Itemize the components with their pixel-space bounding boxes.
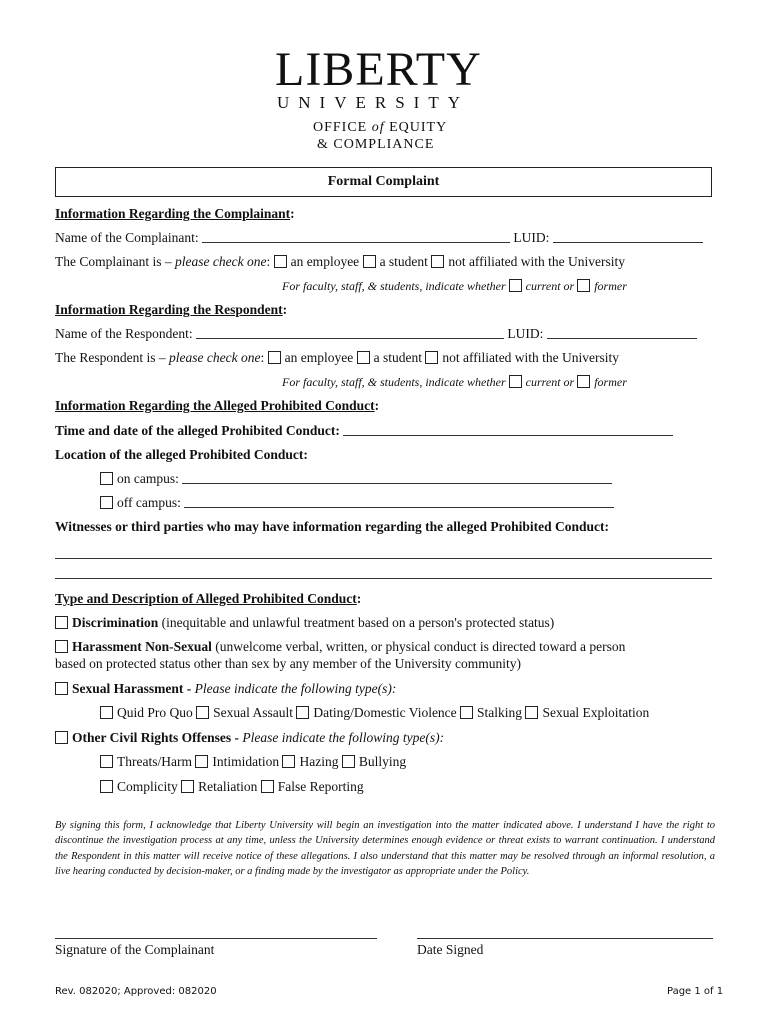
complainant-luid-field[interactable]	[553, 230, 703, 243]
sexual-harassment-row: Sexual Harassment - Please indicate the following type(s):	[55, 681, 396, 697]
logo-compliance: & COMPLIANCE	[317, 137, 435, 152]
intimidation-checkbox[interactable]	[195, 755, 208, 768]
respondent-name-label: Name of the Respondent:	[55, 326, 193, 341]
logo-university: UNIVERSITY	[277, 93, 469, 112]
threats-checkbox[interactable]	[100, 755, 113, 768]
sexual-harassment-options: Quid Pro Quo Sexual Assault Dating/Domestic Violence Stalking Sexual Exploitation	[100, 705, 649, 721]
complainant-status-row: The Complainant is – please check one: an employee a student not affiliated with the University	[55, 254, 626, 269]
respondent-sub-row: For faculty, staff, & students, indicate whether current or former	[282, 375, 627, 389]
complainant-luid-label: LUID:	[513, 230, 550, 245]
respondent-heading: Information Regarding the Respondent:	[55, 302, 288, 317]
time-date-row: Time and date of the alleged Prohibited Conduct:	[55, 423, 673, 439]
off-campus-field[interactable]	[184, 495, 614, 508]
respondent-name-field[interactable]	[196, 326, 504, 339]
on-campus-checkbox[interactable]	[100, 472, 113, 485]
harassment-row: Harassment Non-Sexual (unwelcome verbal, written, or physical conduct is directed toward a person	[55, 639, 625, 655]
harassment-desc-2: based on protected status other than sex by any member of the University community)	[55, 656, 522, 671]
revision-text: Rev. 082020; Approved: 082020	[55, 986, 217, 997]
types-heading: Type and Description of Alleged Prohibited Conduct:	[55, 591, 362, 606]
discrimination-row: Discrimination (inequitable and unlawful treatment based on a person's protected status)	[55, 615, 554, 631]
acknowledgment-paragraph: By signing this form, I acknowledge that Liberty University will begin an investigation into the matter indicated above. I understand I have the right to discontinue the investigation process at any time, unless the University determines enough evidence or threat exists to warrant continuation. I understand the Respondent in this matter will receive notice of these allegations. I also understand that this matter may be resolved through an informal resolution, a live hearing conducted by decision-maker, or a finding made by the investigator as appropriate under the Policy.	[55, 820, 715, 877]
respondent-luid-label: LUID:	[507, 326, 544, 341]
logo-office: OFFICE of EQUITY	[313, 120, 448, 135]
stalking-checkbox[interactable]	[460, 706, 473, 719]
false-reporting-checkbox[interactable]	[261, 780, 274, 793]
respondent-student-checkbox[interactable]	[357, 351, 370, 364]
on-campus-row: on campus:	[100, 471, 612, 487]
respondent-current-checkbox[interactable]	[509, 375, 522, 388]
respondent-name-row	[55, 326, 697, 342]
harassment-checkbox[interactable]	[55, 640, 68, 653]
signature-field[interactable]	[55, 926, 377, 939]
witnesses-label: Witnesses or third parties who may have information regarding the alleged Prohibited Conduct:	[55, 519, 610, 534]
respondent-not-affiliated-checkbox[interactable]	[425, 351, 438, 364]
other-options-row-1: Threats/Harm Intimidation Hazing Bullying	[100, 754, 406, 770]
date-field[interactable]	[417, 926, 713, 939]
complainant-not-affiliated-checkbox[interactable]	[431, 255, 444, 268]
complainant-sub-row: For faculty, staff, & students, indicate whether current or former	[282, 279, 627, 293]
discrimination-checkbox[interactable]	[55, 616, 68, 629]
complicity-checkbox[interactable]	[100, 780, 113, 793]
bullying-checkbox[interactable]	[342, 755, 355, 768]
time-date-field[interactable]	[343, 423, 673, 436]
witnesses-line-1[interactable]	[55, 546, 712, 559]
other-offenses-checkbox[interactable]	[55, 731, 68, 744]
off-campus-row: off campus:	[100, 495, 614, 511]
signature-label: Signature of the Complainant	[55, 942, 215, 957]
complainant-student-checkbox[interactable]	[363, 255, 376, 268]
witnesses-line-2[interactable]	[55, 566, 712, 579]
conduct-heading: Information Regarding the Alleged Prohibited Conduct:	[55, 398, 380, 413]
respondent-luid-field[interactable]	[547, 326, 697, 339]
sexual-harassment-checkbox[interactable]	[55, 682, 68, 695]
respondent-former-checkbox[interactable]	[577, 375, 590, 388]
complainant-former-checkbox[interactable]	[577, 279, 590, 292]
respondent-status-row: The Respondent is – please check one: an employee a student not affiliated with the University	[55, 350, 620, 365]
dating-violence-checkbox[interactable]	[296, 706, 309, 719]
logo-liberty: LIBERTY	[275, 43, 482, 96]
complainant-name-field[interactable]	[202, 230, 510, 243]
complainant-employee-checkbox[interactable]	[274, 255, 287, 268]
complainant-name-row	[55, 230, 703, 246]
form-title: Formal Complaint	[55, 167, 712, 197]
retaliation-checkbox[interactable]	[181, 780, 194, 793]
on-campus-field[interactable]	[182, 471, 612, 484]
page-number: Page 1 of 1	[667, 986, 724, 997]
other-options-row-2: Complicity Retaliation False Reporting	[100, 779, 364, 795]
off-campus-checkbox[interactable]	[100, 496, 113, 509]
complainant-name-label: Name of the Complainant:	[55, 230, 199, 245]
date-label: Date Signed	[417, 942, 484, 957]
other-offenses-row: Other Civil Rights Offenses - Please indicate the following type(s):	[55, 730, 444, 746]
location-label: Location of the alleged Prohibited Conduct:	[55, 447, 308, 462]
complainant-heading: Information Regarding the Complainant:	[55, 206, 295, 221]
hazing-checkbox[interactable]	[282, 755, 295, 768]
sexual-exploitation-checkbox[interactable]	[525, 706, 538, 719]
complainant-current-checkbox[interactable]	[509, 279, 522, 292]
quid-pro-quo-checkbox[interactable]	[100, 706, 113, 719]
sexual-assault-checkbox[interactable]	[196, 706, 209, 719]
respondent-employee-checkbox[interactable]	[268, 351, 281, 364]
